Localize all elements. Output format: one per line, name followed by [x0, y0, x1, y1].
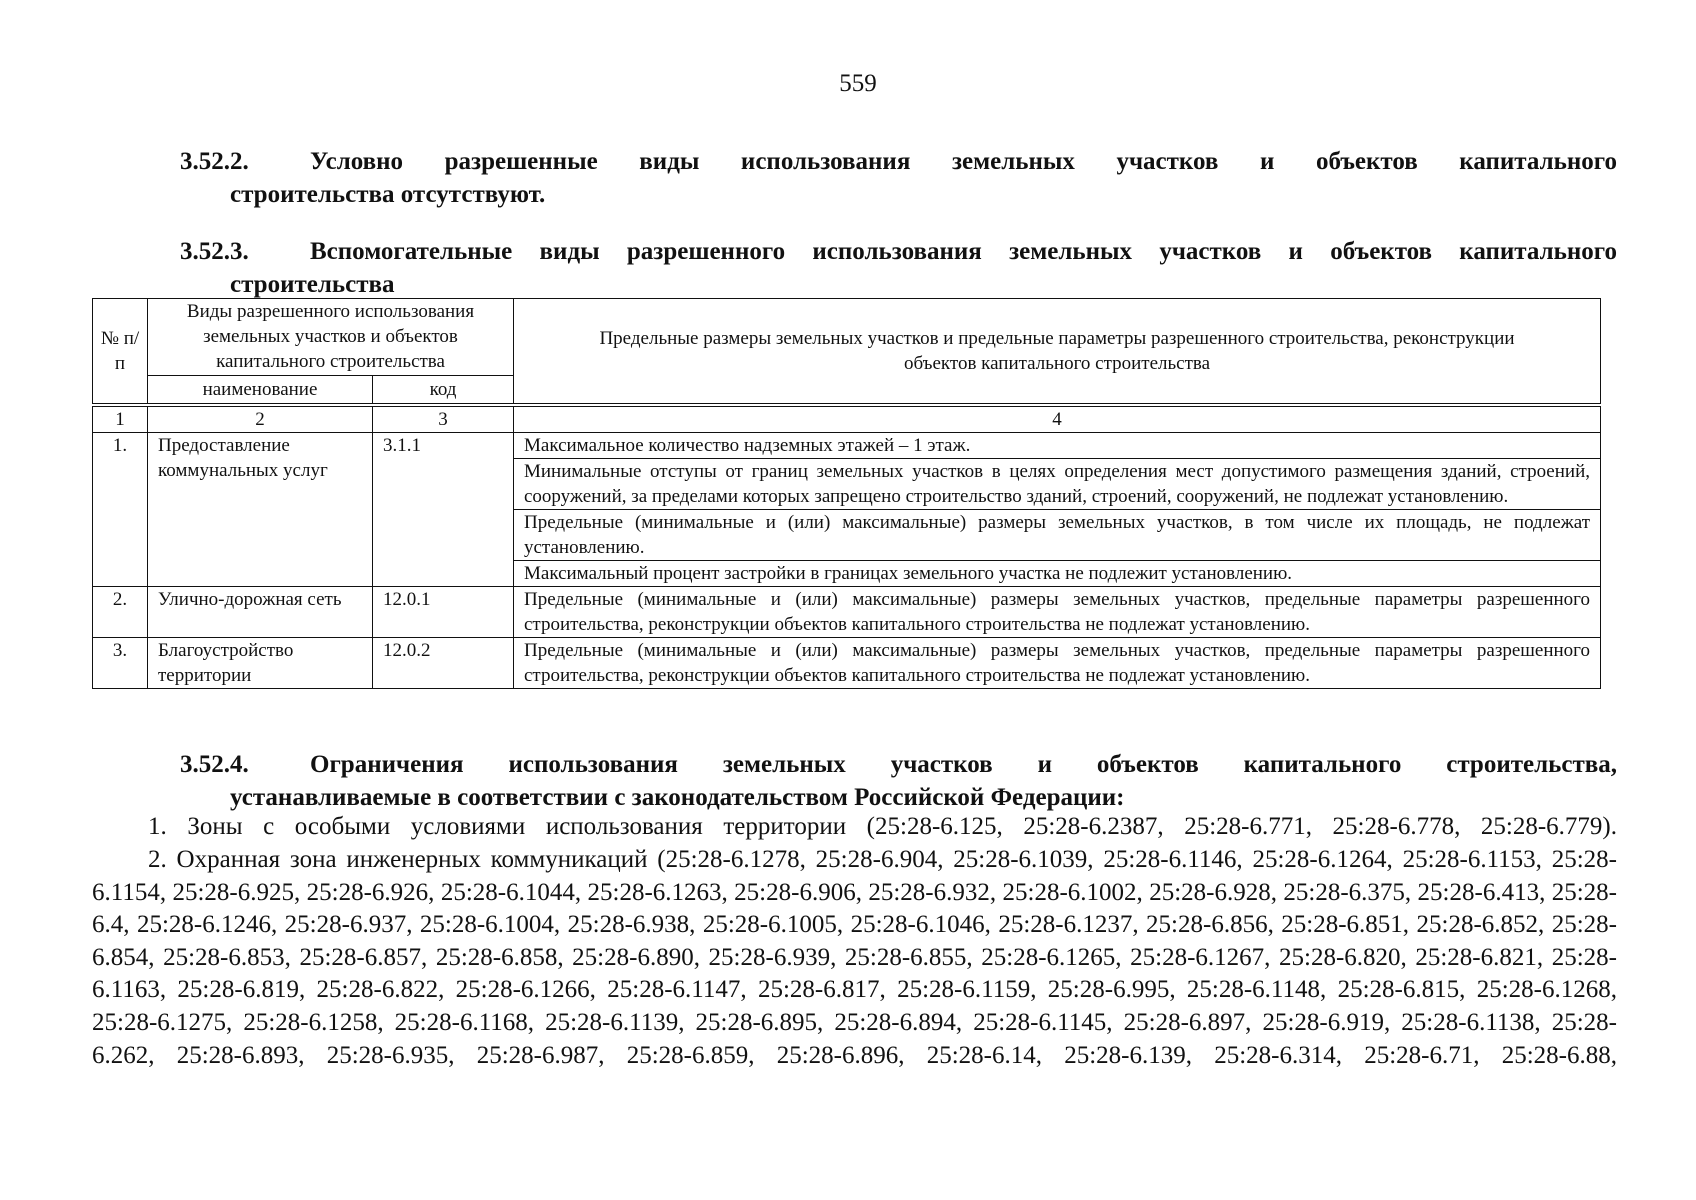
- table-row: [93, 433, 1601, 459]
- column-number: 3: [373, 407, 514, 433]
- section-number: 3.52.3.: [180, 238, 249, 265]
- section-title: Условно разрешенные виды использования земельных участков и объектов капитального: [310, 148, 1617, 175]
- column-number: 2: [148, 407, 373, 433]
- section-title-continuation: устанавливаемые в соответствии с законодательством Российской Федерации:: [230, 784, 1125, 811]
- row-limit: Предельные (минимальные и (или) максимальные) размеры земельных участков, предельные параметры разрешенного строительства, реконструкции объектов капитального строительства не подлежат установлению.: [514, 638, 1601, 689]
- section-heading-3-52-3: [180, 235, 1617, 298]
- row-number: 1.: [93, 433, 148, 587]
- row-limit: Максимальный процент застройки в границах земельного участка не подлежит установлению.: [514, 561, 1601, 587]
- section-number: 3.52.2.: [180, 148, 249, 175]
- section-title: Ограничения использования земельных участков и объектов капитального строительства,: [310, 751, 1617, 778]
- row-number: 2.: [93, 587, 148, 638]
- table-header: [92, 298, 1601, 404]
- header-col-no: № п/п: [93, 299, 148, 404]
- row-name: Улично-дорожная сеть: [148, 587, 373, 638]
- paragraph-special-zones: 1. Зоны с особыми условиями использования территории (25:28-6.125, 25:28-6.2387, 25:28-6.771, 25:28-6.778, 25:28-6.779).: [148, 813, 1617, 840]
- row-number: 3.: [93, 638, 148, 689]
- row-limit: Предельные (минимальные и (или) максимальные) размеры земельных участков, предельные параметры разрешенного строительства, реконструкции объектов капитального строительства не подлежат установлению.: [514, 587, 1601, 638]
- header-col-name: наименование: [148, 375, 373, 403]
- row-code: 3.1.1: [373, 433, 514, 587]
- header-col-types: Виды разрешенного использования земельных участков и объектов капитального строительства: [148, 299, 514, 376]
- paragraph-security-zone: 2. Охранная зона инженерных коммуникаций (25:28-6.1278, 25:28-6.904, 25:28-6.1039, 25:28-6.1146, 25:28-6.1264, 25:28-6.1153, 25:28-6.1154, 25:28-6.925, 25:28-6.926, 25:28-6.1044, 25:28-6.1263, 25:28-6.906, 25:28-6.932, 25:28-6.1002, 25:28-6.928, 25:28-6.375, 25:28-6.413, 25:28-6.4, 25:28-6.1246, 25:28-6.937, 25:28-6.1004, 25:28-6.938, 25:28-6.1005, 25:28-6.1046, 25:28-6.1237, 25:28-6.856, 25:28-6.851, 25:28-6.852, 25:28-6.854, 25:28-6.853, 25:28-6.857, 25:28-6.858, 25:28-6.890, 25:28-6.939, 25:28-6.855, 25:28-6.1265, 25:28-6.1267, 25:28-6.820, 25:28-6.821, 25:28-6.1163, 25:28-6.819, 25:28-6.822, 25:28-6.1266, 25:28-6.1147, 25:28-6.817, 25:28-6.1159, 25:28-6.995, 25:28-6.1148, 25:28-6.815, 25:28-6.1268, 25:28-6.1275, 25:28-6.1258, 25:28-6.1168, 25:28-6.1139, 25:28-6.895, 25:28-6.894, 25:28-6.1145, 25:28-6.897, 25:28-6.919, 25:28-6.1138, 25:28-6.262, 25:28-6.893, 25:28-6.935, 25:28-6.987, 25:28-6.859, 25:28-6.896, 25:28-6.14, 25:28-6.139, 25:28-6.314, 25:28-6.71, 25:28-6.88,: [92, 846, 1617, 1069]
- header-col-code: код: [373, 375, 514, 403]
- table-row: [93, 587, 1601, 638]
- section-title: Вспомогательные виды разрешенного использования земельных участков и объектов капитального: [310, 238, 1617, 265]
- row-limit: Предельные (минимальные и (или) максимальные) размеры земельных участков, в том числе их площадь, не подлежат установлению.: [514, 510, 1601, 561]
- table-row: [93, 638, 1601, 689]
- section-title-continuation: строительства: [230, 271, 395, 298]
- section-heading-3-52-2: [180, 145, 1617, 208]
- column-number: 1: [93, 407, 148, 433]
- section-number: 3.52.4.: [180, 751, 249, 778]
- row-limit: Максимальное количество надземных этажей – 1 этаж.: [514, 433, 1601, 459]
- row-code: 12.0.1: [373, 587, 514, 638]
- section-title-continuation: строительства отсутствуют.: [230, 181, 546, 208]
- row-name: Благоустройство территории: [148, 638, 373, 689]
- row-limit: Минимальные отступы от границ земельных участков в целях определения мест допустимого размещения зданий, строений, сооружений, за пределами которых запрещено строительство зданий, строений, сооружений, не подлежат установлению.: [514, 459, 1601, 510]
- header-col-limits: Предельные размеры земельных участков и предельные параметры разрешенного строительства, реконструкции объектов капитального строительства: [514, 299, 1601, 404]
- table-body: [92, 406, 1601, 689]
- row-name: Предоставление коммунальных услуг: [148, 433, 373, 587]
- page-number: 559: [839, 70, 877, 97]
- section-heading-3-52-4: [180, 748, 1617, 811]
- row-code: 12.0.2: [373, 638, 514, 689]
- column-number: 4: [514, 407, 1601, 433]
